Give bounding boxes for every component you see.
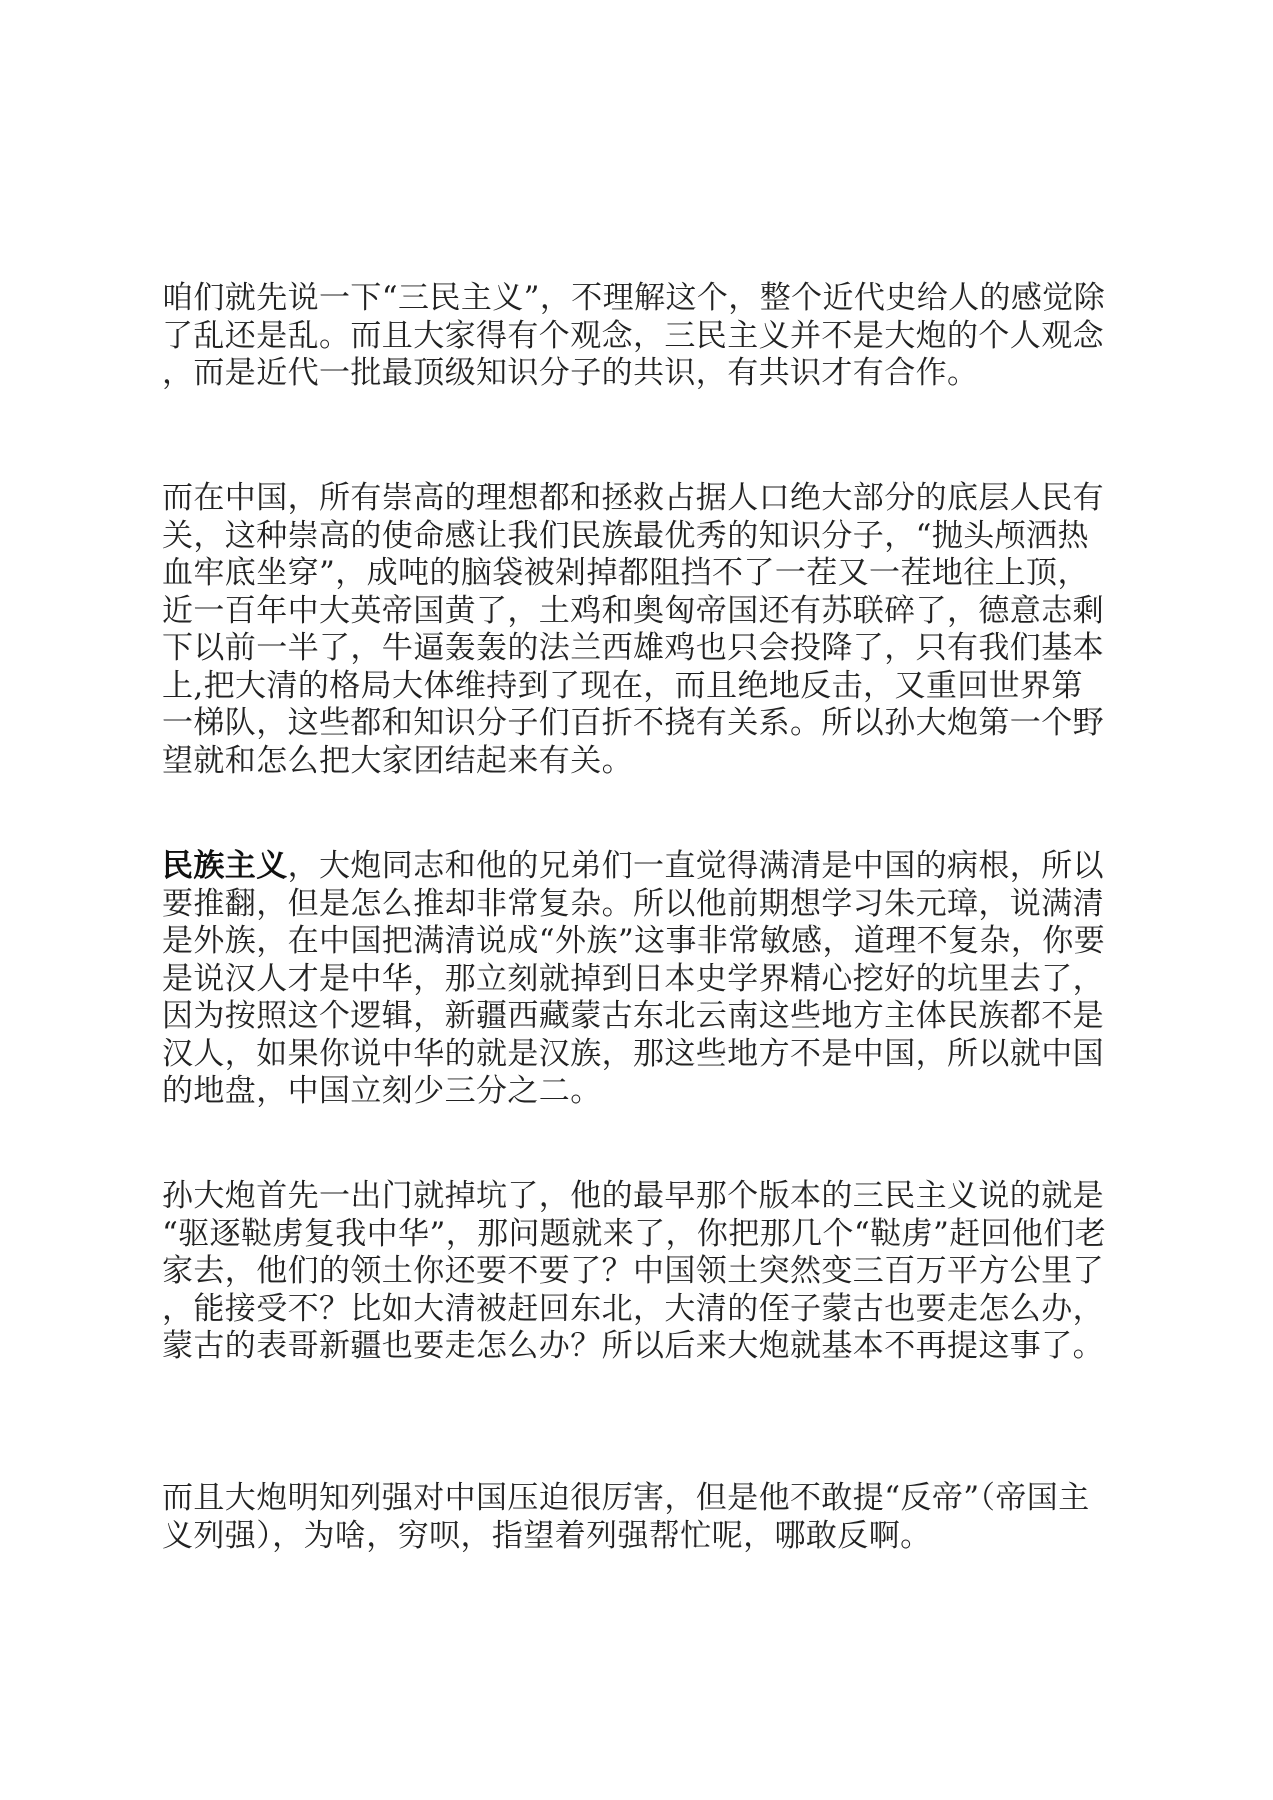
paragraph-intellectuals: 而在中国，所有崇高的理想都和拯救占据人口绝大部分的底层人民有关，这种崇高的使命感让我们民族最优秀的知识分子，“抛头颅洒热血牢底坐穿”，成吨的脑袋被剁掉都阻挡不了一茬又一茬地往上顶，近一百年中大英帝国黄了，土鸡和奥匈帝国还有苏联碎了，德意志剩下以前一半了，牛逼轰轰的法兰西雄鸡也只会投降了，只有我们基本上,把大清的格局大体维持到了现在，而且绝地反击，又重回世界第一梯队，这些都和知识分子们百折不挠有关系。所以孙大炮第一个野望就和怎么把大家团结起来有关。 bbox=[162, 480, 1104, 779]
paragraph-expel-tartars: 孙大炮首先一出门就掉坑了，他的最早那个版本的三民主义说的就是“驱逐鞑虏复我中华”，那问题就来了，你把那几个“鞑虏”赶回他们老家去，他们的领土你还要不要了？中国领土突然变三百万平方公里了，能接受不？比如大清被赶回东北，大清的侄子蒙古也要走怎么办，蒙古的表哥新疆也要走怎么办？所以后来大炮就基本不再提这事了。 bbox=[162, 1178, 1107, 1364]
paragraph-nationalism bbox=[162, 848, 1112, 1111]
paragraph-nationalism-body: ，大炮同志和他的兄弟们一直觉得满清是中国的病根，所以要推翻，但是怎么推却非常复杂。所以他前期想学习朱元璋，说满清是外族，在中国把满清说成“外族”这事非常敏感，道理不复杂，你要是说汉人才是中华，那立刻就掉到日本史学界精心挖好的坑里去了，因为按照这个逻辑，新疆西藏蒙古东北云南这些地方主体民族都不是汉人，如果你说中华的就是汉族，那这些地方不是中国，所以就中国的地盘，中国立刻少三分之二。 bbox=[162, 848, 1106, 1109]
paragraph-three-principles-intro: 咱们就先说一下“三民主义”，不理解这个，整个近代史给人的感觉除了乱还是乱。而且大家得有个观念，三民主义并不是大炮的个人观念，而是近代一批最顶级知识分子的共识，有共识才有合作。 bbox=[162, 280, 1106, 391]
paragraph-lead-heading: 民族主义 bbox=[162, 848, 288, 884]
paragraph-anti-imperialism: 而且大炮明知列强对中国压迫很厉害，但是他不敢提“反帝”（帝国主义列强），为啥，穷呗，指望着列强帮忙呢，哪敢反啊。 bbox=[162, 1480, 1090, 1554]
